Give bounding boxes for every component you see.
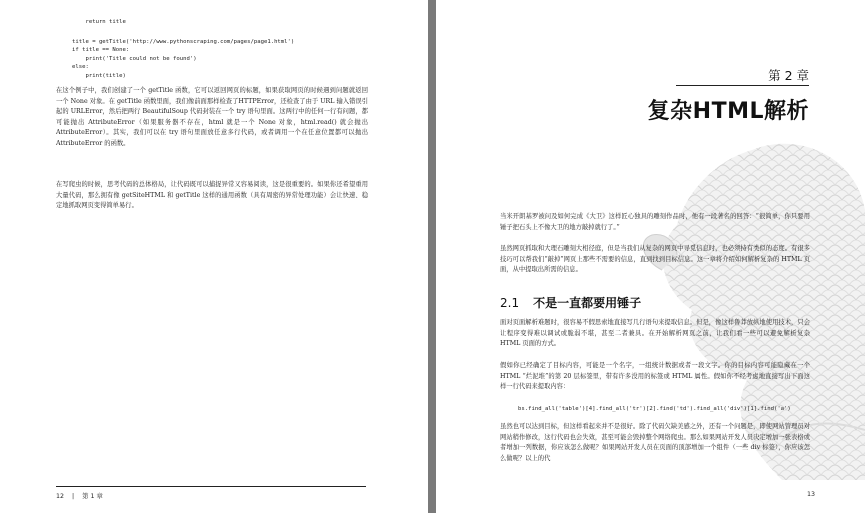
paragraph-michelangelo-quote: 当米开朗基罗被问及如何完成《大卫》这样匠心独具的雕刻作品时，他有一段著名的回答：“很简单，你只要用锤子把石头上不像大卫的地方敲掉就行了。” (500, 213, 810, 231)
page-gutter (428, 0, 436, 513)
footer-chapter: 第 1 章 (82, 493, 103, 500)
paragraph-gettitle-explanation: 在这个例子中，我们创建了一个 getTitle 函数，它可以返回网页的标题，如果获取网页的时候遇到问题就返回一个 None 对象。在 getTitle 函数里面，我们像前面那样检查了HTTPError，还检查了由于 URL 输入错误引起的 URLError，然后把两行 BeautifulSoup 代码封装在一个 try 语句里面。这两行中的任何一行有问题，都可能抛出 AttributeError（如果服务器不存在，html 就是一个 None 对象，html.read() 就会抛出 AttributeError）。其实，我们可以在 try 语句里面放任意多行代码，或者调用一个在任意位置都可以抛出 AttributeError 的函数。 (56, 87, 368, 147)
section-heading (500, 294, 641, 311)
chapter-title: 复杂HTML解析 (647, 99, 809, 124)
section-number: 2.1 (500, 296, 520, 310)
paragraph-fragile-code: 虽然也可以达到目标，但这样看起来并不是很好。除了代码欠缺美感之外，还有一个问题是，即使网站管理员对网站稍作修改，这行代码也会失效，甚至可能会毁掉整个网络爬虫。那么如果网站开发人员决定增加一张表格或者增加一列数据，你应该怎么做呢？如果网站开发人员在页面的顶部增加一个组件（一些 div 标签），你应该怎么做呢？以上的代 (500, 423, 810, 462)
page-number: 13 (806, 491, 815, 498)
paragraph-parsing-advice: 面对页面解析难题时，很容易不假思索地直接写几行语句来提取信息。但是，像这样鲁莽放纵地使用技术，只会让程序变得难以调试或脆弱不堪，甚至二者兼具。在开始解析网页之前，让我们看一些可以避免解析复杂 HTML 页面的方式。 (500, 319, 810, 348)
paragraph-chapter-intro: 虽然网页抓取和大理石雕刻大相径庭，但是当我们从复杂的网页中寻觅信息时，也必须持有类似的态度。有很多技巧可以帮我们“敲掉”网页上那些不需要的信息，直到找到目标信息。这一章将介绍如何解析复杂的 HTML 页面，从中提取出所需的信息。 (500, 245, 810, 274)
left-page-footer (56, 491, 109, 500)
paragraph-crawler-structure: 在写爬虫的时候，思考代码的总体格局，让代码既可以捕捉异常又容易阅读，这是很重要的。如果你还希望重用大量代码，那么拥有像 getSiteHTML 和 getTitle 这样的通用函数（具有周密的异常处理功能）会让快速、稳定地抓取网页变得简单易行。 (56, 181, 368, 210)
chapter-rule (676, 85, 809, 86)
page-number: 12 (56, 493, 65, 500)
code-find-all-chain: bs.find_all('table')[4].find_all('tr')[2].find('td').find_all('div')[1].find('a') (518, 406, 791, 412)
paragraph-target-content: 假如你已经确定了目标内容，可能是一个名字，一组统计数据或者一段文字。你的目标内容可能隐藏在一个 HTML “烂泥堆”的第 20 层标签里，带有许多没用的标签或 HTML 属性。假如你不经考虑地直接写出下面这样一行代码来提取内容： (500, 362, 810, 391)
chapter-label: 第 2 章 (768, 68, 809, 83)
footer-separator: | (72, 493, 75, 500)
section-title: 不是一直都要用锤子 (533, 296, 642, 310)
left-page (0, 0, 428, 513)
right-page (436, 0, 865, 513)
footer-rule (56, 486, 366, 487)
code-get-title-usage: title = getTitle('http://www.pythonscraping.com/pages/page1.html') if title == None: print('Title could not be found') else: print(title) (72, 39, 295, 79)
code-return-title: return title (72, 19, 126, 25)
